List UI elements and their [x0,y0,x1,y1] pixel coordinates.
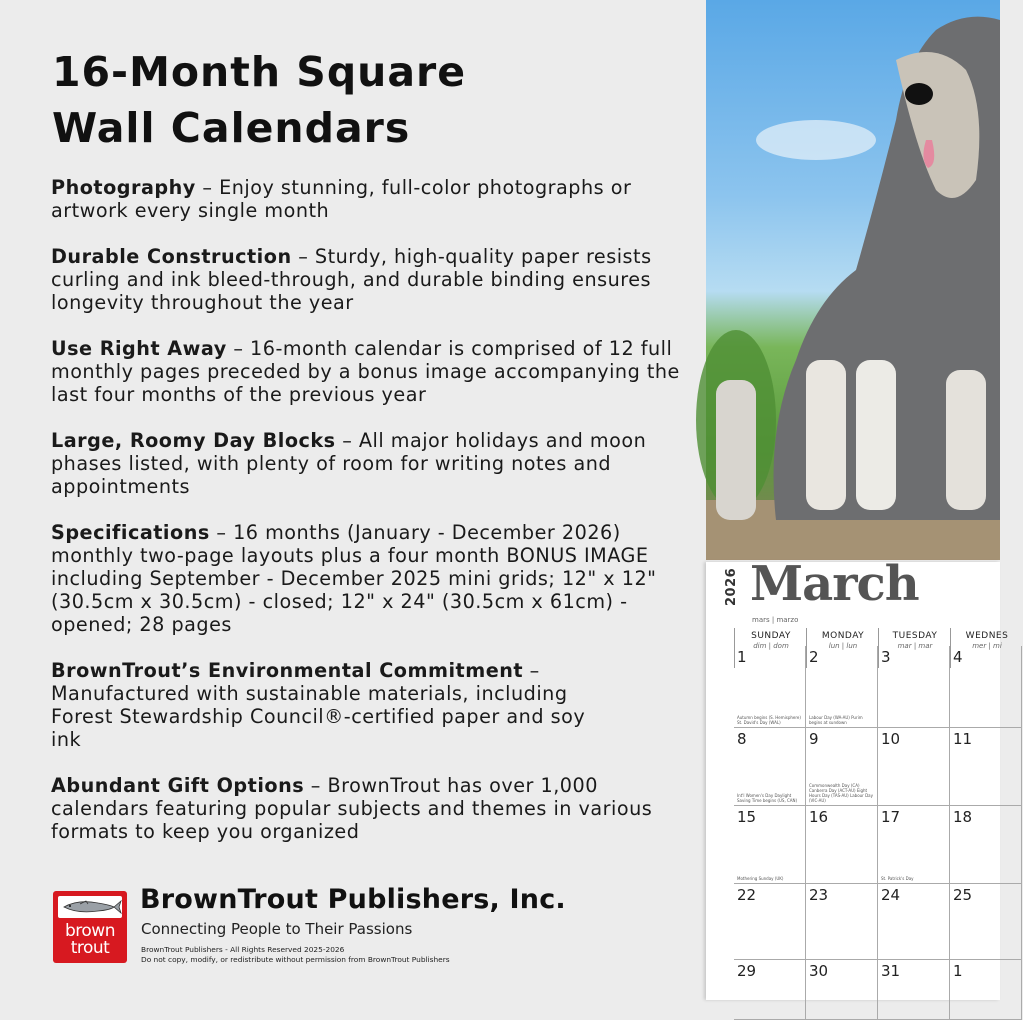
day-cell [950,884,1022,960]
feature-title: Photography [51,176,196,199]
rights-line-2: Do not copy, modify, or redistribute without permission from BrownTrout Publishers [141,955,450,964]
day-cell [734,884,806,960]
day-cell [878,884,950,960]
feature-text: – Sturdy, high-quality paper resists curling and ink bleed-through, and durable binding ensures longevity throughout the year [51,245,652,314]
day-cell [734,960,806,1020]
day-name: MONDAY [821,631,865,641]
day-translation: lun | lun [828,642,858,650]
rights-line-1: BrownTrout Publishers - All Rights Reserved 2025-2026 [141,945,345,954]
feature-title: BrownTrout’s Environmental Commitment [51,659,524,682]
day-name: WEDNES [965,631,1009,641]
day-cell [734,728,806,806]
title-line-2: Wall Calendars [52,104,411,152]
feature-durable-construction [51,245,691,314]
day-translation: mar | mar [897,642,933,650]
day-cell [806,728,878,806]
feature-text: – 16 months (January - December 2026) monthly two-page layouts plus a four month BONUS IMAGE including September - December 2025 mini grids; 12" x 12" (30.5cm x 30.5cm) - closed; 12" x 24" (30.5cm x 61cm) - opened; 28 pages [51,521,657,636]
date-number: 4 [953,648,963,666]
fish-icon [58,896,122,918]
day-cell [806,884,878,960]
day-cell [950,806,1022,884]
calendar-preview [700,0,1009,1000]
day-cell [734,646,806,728]
calendar-page [706,556,1009,1000]
date-number: 11 [953,730,973,748]
holiday-note: Commonwealth Day (CA) Canberra Day (ACT-AU) Eight Hours Day (TAS-AU) Labour Day (VIC-AU) [809,783,873,803]
feature-title: Abundant Gift Options [51,774,305,797]
day-translation: dim | dom [753,642,789,650]
day-cell [806,646,878,728]
calendar-year: 2026 [724,567,739,606]
dog-photo [706,0,1000,560]
holiday-note: Autumn begins (S. Hemisphere) St. David's Day (WAL) [737,715,801,725]
feature-list [51,176,691,866]
day-cell [950,960,1022,1020]
day-name: SUNDAY [751,631,791,641]
feature-text: – BrownTrout has over 1,000 calendars featuring popular subjects and themes in various formats to keep you organized [51,774,653,843]
publisher-name: BrownTrout Publishers, Inc. [140,884,566,915]
copyright-notice [141,945,501,965]
feature-use-right-away [51,337,691,406]
feature-gift-options [51,774,691,843]
date-number: 1 [953,962,963,980]
holiday-note: Mothering Sunday (UK) [737,876,784,881]
publisher-tagline: Connecting People to Their Passions [141,920,413,938]
day-cell [806,806,878,884]
feature-text: – Enjoy stunning, full-color photographs or artwork every single month [51,176,632,222]
holiday-note: Int'l Women's Day Daylight Saving Time begins (US, CAN) [737,793,798,803]
day-name: TUESDAY [892,631,938,641]
feature-title: Specifications [51,521,210,544]
holiday-note: St. Patrick's Day [881,876,914,881]
date-number: 22 [737,886,757,904]
date-number: 16 [809,808,829,826]
feature-title: Durable Construction [51,245,292,268]
date-number: 15 [737,808,757,826]
feature-photography [51,176,691,222]
page-title [52,44,612,156]
feature-title: Use Right Away [51,337,227,360]
date-number: 24 [881,886,901,904]
date-number: 2 [809,648,819,666]
day-cell [878,646,950,728]
feature-title: Large, Roomy Day Blocks [51,429,336,452]
date-number: 25 [953,886,973,904]
date-number: 9 [809,730,819,748]
day-cell [950,728,1022,806]
feature-text: – Manufactured with sustainable materials, including Forest Stewardship Council®-certified paper and soy ink [51,659,586,751]
logo-word-trout: trout [70,938,110,958]
day-cell [734,806,806,884]
feature-text: – All major holidays and moon phases listed, with plenty of room for writing notes and appointments [51,429,647,498]
feature-text: – 16-month calendar is comprised of 12 full monthly pages preceded by a bonus image accompanying the last four months of the previous year [51,337,680,406]
date-number: 18 [953,808,973,826]
browntrout-logo [53,891,127,963]
date-number: 23 [809,886,829,904]
feature-specifications [51,521,691,636]
day-translation: mer | mi [972,642,1002,650]
date-number: 3 [881,648,891,666]
day-cell [878,960,950,1020]
day-cell [878,806,950,884]
day-cell [950,646,1022,728]
feature-day-blocks [51,429,691,498]
day-cell [878,728,950,806]
date-number: 10 [881,730,901,748]
date-number: 1 [737,648,747,666]
title-line-1: 16-Month Square [52,48,467,96]
date-number: 30 [809,962,829,980]
calendar-month: March [750,556,919,612]
day-cell [806,960,878,1020]
date-number: 17 [881,808,901,826]
holiday-note: Labour Day (WA-AU) Purim begins at sundown [809,715,863,725]
feature-environmental [51,659,591,751]
logo-word-brown: brown [65,921,115,941]
date-number: 29 [737,962,757,980]
date-number: 31 [881,962,901,980]
calendar-month-translation: mars | marzo [752,616,799,624]
date-number: 8 [737,730,747,748]
